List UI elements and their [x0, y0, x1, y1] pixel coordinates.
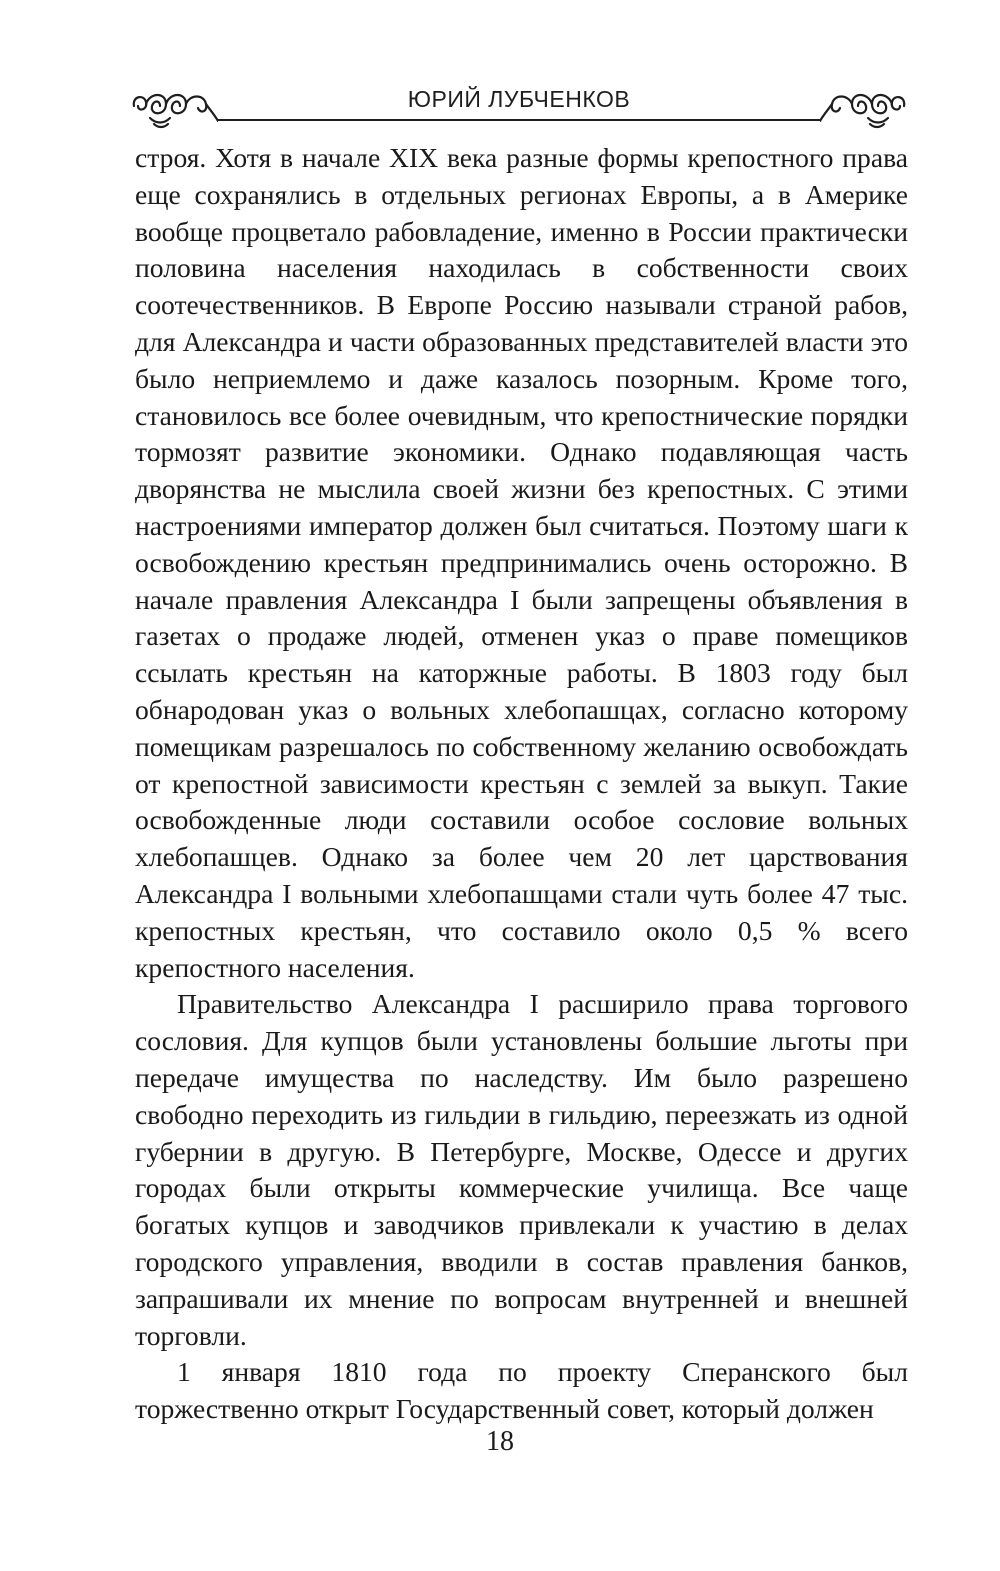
paragraph: 1 января 1810 года по проекту Сперанского был торжественно открыт Государственный совет, который должен: [135, 1356, 908, 1425]
running-header: [130, 82, 908, 132]
header-rule: [218, 119, 820, 121]
page-number: 18: [486, 1426, 514, 1457]
paragraph: Правительство Александра I расширило права торгового сословия. Для купцов были установлены большие льготы при передаче имущества по наследству. Им было разрешено свободно переходить из гильдии в гильдию, переезжать из одной губернии в другую. В Петербурге, Москве, Одессе и других городах были открыты коммерческие училища. Все чаще богатых купцов и заводчиков привлекали к участию в делах городского управления, вводили в состав правления банков, запрашивали их мнение по вопросам внутренней и внешней торговли.: [135, 988, 908, 1351]
page-body: [135, 140, 908, 1428]
ornament-right-icon: [820, 86, 908, 130]
paragraph: строя. Хотя в начале XIX века разные формы крепостного права еще сохранялись в отдельных регионах Европы, а в Америке вообще процветало рабовладение, именно в России практически половина населения находилась в собственности своих соотечественников. В Европе Россию называли страной рабов, для Александра и части образованных представителей власти это было неприемлемо и даже казалось позорным. Кроме того, становилось все более очевидным, что крепостнические порядки тормозят развитие экономики. Однако подавляющая часть дворянства не мыслила своей жизни без крепостных. С этими настроениями император должен был считаться. Поэтому шаги к освобождению крестьян предпринимались очень осторожно. В начале правления Александра I были запрещены объявления в газетах о продаже людей, отменен указ о праве помещиков ссылать крестьян на каторжные работы. В 1803 году был обнародован указ о вольных хлебопашцах, согласно которому помещикам разрешалось по собственному желанию освобождать от крепостной зависимости крестьян с землей за выкуп. Такие освобожденные люди составили особое сословие вольных хлебопашцев. Однако за более чем 20 лет царствования Александра I вольными хлебопашцами стали чуть более 47 тыс. крепостных крестьян, что составило около 0,5 % всего крепостного населения.: [135, 142, 908, 983]
running-header-title: ЮРИЙ ЛУБЧЕНКОВ: [407, 86, 631, 112]
